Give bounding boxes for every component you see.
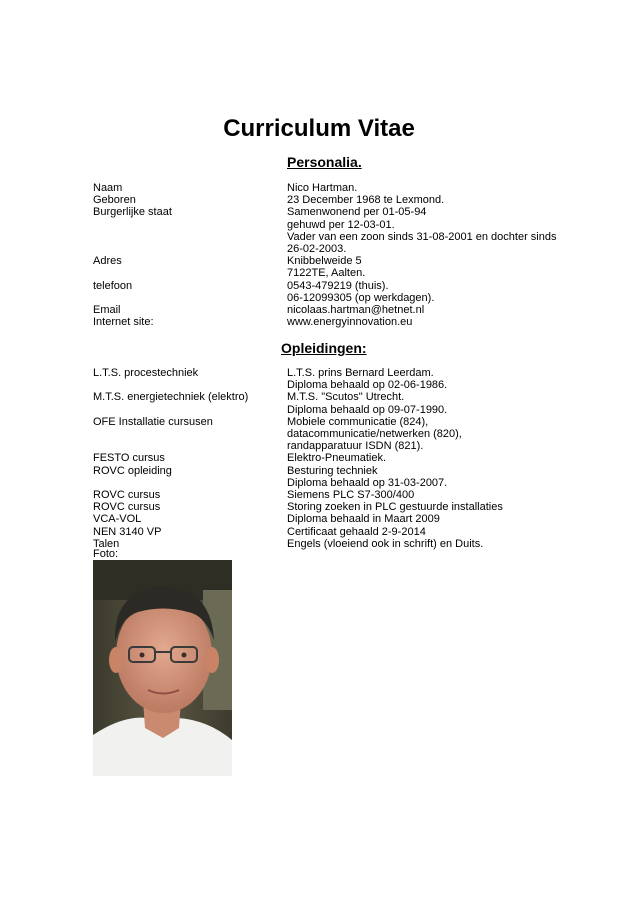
opleidingen-value-line: Mobiele communicatie (824), (287, 415, 429, 428)
personalia-value-line: Knibbelweide 5 (287, 255, 362, 268)
personalia-value-line: 26-02-2003. (287, 242, 347, 255)
opleidingen-value (287, 465, 447, 489)
opleidingen-value-line: randapparatuur ISDN (821). (287, 440, 424, 453)
foto-label: Foto: (93, 548, 119, 560)
opleidingen-value (287, 526, 426, 538)
opleidingen-row (93, 501, 563, 513)
personalia-row (93, 194, 563, 206)
opleidingen-value (287, 367, 447, 391)
opleidingen-value (287, 513, 440, 525)
opleidingen-row (93, 489, 563, 501)
opleidingen-value (287, 391, 447, 415)
opleidingen-value-line: Elektro-Pneumatiek. (287, 452, 387, 465)
opleidingen-row (93, 538, 563, 550)
personalia-value-line: 0543-479219 (thuis). (287, 279, 389, 292)
personalia-value (287, 255, 365, 279)
opleidingen-value-line: L.T.S. prins Bernard Leerdam. (287, 367, 434, 379)
opleidingen-row (93, 367, 563, 391)
opleidingen-row (93, 465, 563, 489)
opleidingen-row (93, 416, 563, 453)
opleidingen-value (287, 489, 414, 501)
opleidingen-label: Talen (93, 537, 120, 550)
opleidingen-row (93, 526, 563, 538)
personalia-label: Email (93, 304, 121, 316)
personalia-value-line: www.energyinnovation.eu (287, 316, 413, 329)
personalia-value-line: Nico Hartman. (287, 182, 358, 194)
personalia-heading: Personalia. (287, 154, 362, 170)
personalia-value-line: 06-12099305 (op werkdagen). (287, 291, 435, 304)
personalia-row (93, 182, 563, 194)
opleidingen-value (287, 538, 483, 550)
personalia-value-line: Vader van een zoon sinds 31-08-2001 en dochter sinds (287, 230, 557, 243)
opleidingen-row (93, 513, 563, 525)
opleidingen-value (287, 416, 462, 453)
opleidingen-value (287, 452, 386, 464)
opleidingen-value-line: Diploma behaald op 02-06-1986. (287, 379, 448, 392)
opleidingen-heading: Opleidingen: (281, 340, 367, 356)
personalia-value-line: 23 December 1968 te Lexmond. (287, 194, 445, 207)
personalia-label: Burgerlijke staat (93, 206, 172, 219)
profile-photo (93, 560, 232, 776)
personalia-value-line: nicolaas.hartman@hetnet.nl (287, 304, 425, 316)
personalia-label: telefoon (93, 279, 133, 292)
opleidingen-value-line: Storing zoeken in PLC gestuurde installaties (287, 501, 503, 514)
opleidingen-value-line: Diploma behaald op 09-07-1990. (287, 403, 448, 416)
opleidingen-label: L.T.S. procestechniek (93, 367, 199, 379)
opleidingen-label: ROVC opleiding (93, 464, 172, 477)
opleidingen-label: FESTO cursus (93, 452, 165, 465)
opleidingen-label: ROVC cursus (93, 501, 161, 514)
opleidingen-row (93, 452, 563, 464)
opleidingen-label: OFE Installatie cursusen (93, 415, 213, 428)
opleidingen-value-line: Diploma behaald op 31-03-2007. (287, 476, 448, 489)
personalia-row (93, 304, 563, 316)
opleidingen-label: M.T.S. energietechniek (elektro) (93, 391, 249, 404)
personalia-value (287, 280, 434, 304)
personalia-value-line: Samenwonend per 01-05-94 (287, 206, 427, 219)
personalia-row (93, 280, 563, 304)
personalia-row (93, 255, 563, 279)
personalia-label: Adres (93, 255, 122, 268)
opleidingen-value-line: Siemens PLC S7-300/400 (287, 489, 415, 501)
opleidingen-value-line: Diploma behaald in Maart 2009 (287, 513, 440, 526)
opleidingen-value-line: Engels (vloeiend ook in schrift) en Duits. (287, 537, 484, 550)
opleidingen-value-line: M.T.S. "Scutos" Utrecht. (287, 391, 405, 404)
personalia-value (287, 182, 357, 194)
opleidingen-label: ROVC cursus (93, 489, 161, 501)
opleidingen-value-line: datacommunicatie/netwerken (820), (287, 427, 462, 440)
personalia-row (93, 206, 563, 255)
personalia-value (287, 206, 556, 255)
personalia-value-line: 7122TE, Aalten. (287, 267, 366, 280)
personalia-row (93, 316, 563, 328)
personalia-label: Internet site: (93, 316, 154, 329)
opleidingen-value-line: Certificaat gehaald 2-9-2014 (287, 525, 426, 538)
opleidingen-label: VCA-VOL (93, 513, 142, 526)
page-title: Curriculum Vitae (223, 115, 415, 142)
personalia-value-line: gehuwd per 12-03-01. (287, 218, 395, 231)
personalia-label: Naam (93, 182, 123, 194)
personalia-value (287, 316, 412, 328)
opleidingen-label: NEN 3140 VP (93, 525, 162, 538)
personalia-value (287, 304, 424, 316)
opleidingen-value-line: Besturing techniek (287, 464, 378, 477)
personalia-value (287, 194, 444, 206)
opleidingen-value (287, 501, 503, 513)
opleidingen-row (93, 391, 563, 415)
personalia-label: Geboren (93, 194, 136, 207)
